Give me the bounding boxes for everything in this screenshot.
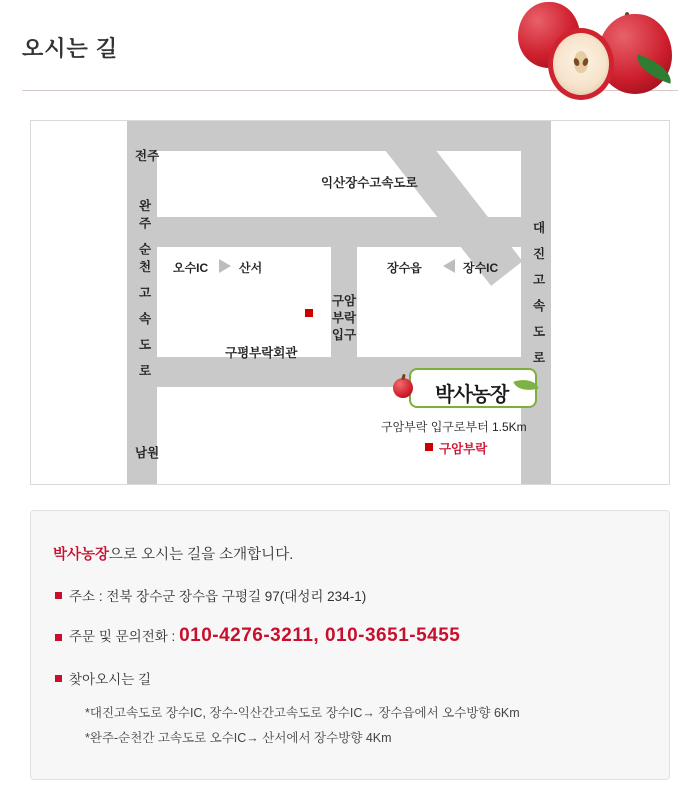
- info-headline: [53, 543, 293, 564]
- bullet-icon: [55, 675, 62, 682]
- phone-label: 주문 및 문의전화 :: [69, 629, 176, 644]
- ic-label-sanseo: 산서: [239, 261, 263, 275]
- info-panel: [30, 510, 670, 780]
- poi-dot-gupyeong: [305, 309, 313, 317]
- entry-line-3: 입구: [331, 328, 357, 342]
- endpoint-label-namwon: 남원: [135, 446, 160, 460]
- farm-badge-label: 박사농장: [435, 384, 509, 406]
- entry-line-1: 구암: [331, 294, 357, 308]
- farm-badge: [409, 368, 537, 408]
- apple-icon: [393, 378, 413, 398]
- entry-line-2: 부락: [331, 311, 357, 325]
- page-title: 오시는 길: [22, 36, 119, 61]
- apple-slice-icon: [548, 28, 614, 100]
- arrow-left-icon: [443, 259, 455, 273]
- bullet-icon: [55, 634, 62, 641]
- endpoint-label-jeonju: 전주: [135, 149, 160, 163]
- distance-note: 구암부락 입구로부터 1.5Km: [381, 420, 527, 434]
- poi-dot-guam: [425, 443, 433, 451]
- info-headline-rest: 으로 오시는 길을 소개합니다.: [109, 547, 294, 563]
- phone-line: [69, 625, 460, 647]
- poi-label-gupyeong-hall: 구평부락회관: [225, 346, 298, 360]
- direction-item: *대진고속도로 장수IC, 장수-익산간고속도로 장수IC→ 장수읍에서 오수방향 6Km: [85, 706, 520, 720]
- ic-label-osu: 오수IC: [173, 261, 209, 275]
- road-iksan-jangsu-top: [127, 121, 551, 151]
- leaf-icon: [513, 375, 538, 395]
- road-label-daejin: 대 진 고 속 도 로: [531, 221, 545, 369]
- arrow-right-icon: [219, 259, 231, 273]
- road-label-wanju-suncheon: 완주 순천 고 속 도 로: [137, 199, 151, 382]
- bullet-icon: [55, 592, 62, 599]
- page-header: [0, 0, 700, 100]
- address-line: 주소 : 전북 장수군 장수읍 구평길 97(대성리 234-1): [69, 589, 367, 604]
- poi-label-guam-entrance: [327, 293, 361, 344]
- ic-label-jangsu-ic: 장수IC: [463, 261, 499, 275]
- phone-number[interactable]: 010-4276-3211, 010-3651-5455: [179, 625, 461, 646]
- direction-item: *완주-순천간 고속도로 오수IC→ 산서에서 장수방향 4Km: [85, 731, 392, 745]
- apple-seed-icon: [582, 57, 589, 66]
- map-container: [30, 120, 670, 485]
- ic-label-jangsu-eup: 장수읍: [387, 261, 422, 275]
- poi-label-guam: 구암부락: [439, 442, 488, 456]
- brand-name: 박사농장: [53, 547, 110, 563]
- road-label-iksan-jangsu: 익산장수고속도로: [321, 176, 418, 190]
- directions-heading: 찾아오시는 길: [69, 672, 151, 687]
- apples-image: [512, 0, 682, 105]
- road-middle-horizontal: [127, 217, 551, 247]
